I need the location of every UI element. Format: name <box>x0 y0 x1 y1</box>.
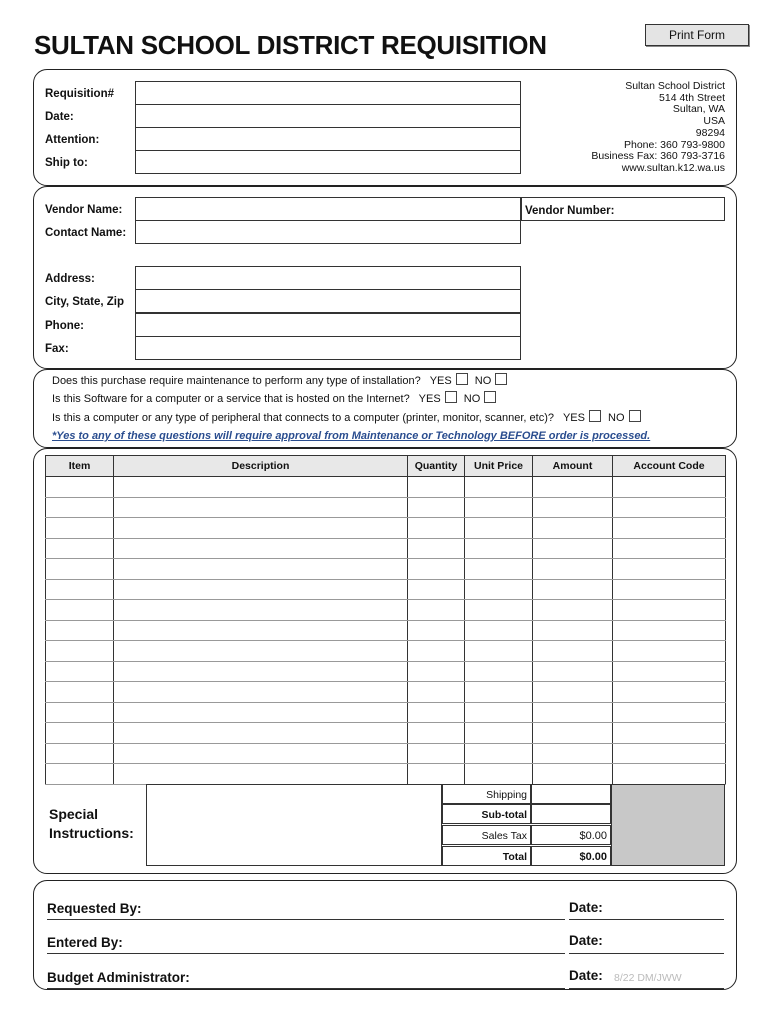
requisition-number-field[interactable] <box>135 81 521 105</box>
unit-price-cell[interactable] <box>465 579 533 600</box>
software-yes-checkbox[interactable] <box>445 391 457 403</box>
unit-price-cell[interactable] <box>465 497 533 518</box>
unit-price-cell[interactable] <box>465 682 533 703</box>
description-cell[interactable] <box>114 620 408 641</box>
maintenance-yes-checkbox[interactable] <box>456 373 468 385</box>
peripheral-yes-checkbox[interactable] <box>589 410 601 422</box>
unit-price-cell[interactable] <box>465 743 533 764</box>
account-code-cell[interactable] <box>613 620 726 641</box>
amount-cell[interactable] <box>533 743 613 764</box>
table-row <box>46 620 726 641</box>
quantity-cell[interactable] <box>408 661 465 682</box>
item-header: Item <box>46 456 114 477</box>
total-value: $0.00 <box>531 846 611 866</box>
quantity-cell[interactable] <box>408 641 465 662</box>
shipping-label: Shipping <box>442 784 531 804</box>
table-row <box>46 477 726 498</box>
unit-price-cell[interactable] <box>465 661 533 682</box>
unit-price-cell[interactable] <box>465 641 533 662</box>
ship-to-field[interactable] <box>135 150 521 174</box>
special-label-line2: Instructions: <box>49 825 134 841</box>
item-cell[interactable] <box>46 538 114 559</box>
shipping-field[interactable] <box>531 784 611 804</box>
description-cell[interactable] <box>114 497 408 518</box>
budget-date-line[interactable] <box>569 988 724 989</box>
table-row <box>46 641 726 662</box>
unit-price-cell[interactable] <box>465 702 533 723</box>
quantity-header: Quantity <box>408 456 465 477</box>
account-code-cell[interactable] <box>613 477 726 498</box>
account-code-cell[interactable] <box>613 702 726 723</box>
amount-cell[interactable] <box>533 497 613 518</box>
amount-cell[interactable] <box>533 600 613 621</box>
account-code-cell[interactable] <box>613 661 726 682</box>
unit-price-cell[interactable] <box>465 620 533 641</box>
city-state-zip-field[interactable] <box>135 289 521 313</box>
account-code-cell[interactable] <box>613 518 726 539</box>
question-maintenance <box>52 373 511 387</box>
attention-field[interactable] <box>135 127 521 151</box>
quantity-cell[interactable] <box>408 682 465 703</box>
account-code-cell[interactable] <box>613 579 726 600</box>
description-cell[interactable] <box>114 559 408 580</box>
print-form-button[interactable]: Print Form <box>645 24 749 46</box>
description-cell[interactable] <box>114 723 408 744</box>
city-state-zip-label: City, State, Zip <box>45 296 125 308</box>
item-cell[interactable] <box>46 600 114 621</box>
item-cell[interactable] <box>46 682 114 703</box>
district-fax: Business Fax: 360 793-3716 <box>591 150 725 163</box>
entered-date-line[interactable] <box>569 953 724 954</box>
unit-price-cell[interactable] <box>465 477 533 498</box>
quantity-cell[interactable] <box>408 579 465 600</box>
unit-price-cell[interactable] <box>465 600 533 621</box>
requested-by-line[interactable] <box>47 919 565 920</box>
entered-by-line[interactable] <box>47 953 565 954</box>
description-cell[interactable] <box>114 538 408 559</box>
item-cell[interactable] <box>46 661 114 682</box>
total-label: Total <box>442 846 531 866</box>
account-code-cell[interactable] <box>613 538 726 559</box>
quantity-cell[interactable] <box>408 743 465 764</box>
table-row <box>46 600 726 621</box>
amount-cell[interactable] <box>533 661 613 682</box>
description-cell[interactable] <box>114 661 408 682</box>
software-no-checkbox[interactable] <box>484 391 496 403</box>
quantity-cell[interactable] <box>408 723 465 744</box>
item-cell[interactable] <box>46 559 114 580</box>
quantity-cell[interactable] <box>408 559 465 580</box>
quantity-cell[interactable] <box>408 620 465 641</box>
vendor-number-label: Vendor Number: <box>525 205 615 217</box>
amount-cell[interactable] <box>533 538 613 559</box>
unit-price-cell[interactable] <box>465 764 533 785</box>
entered-date-label: Date: <box>569 933 603 948</box>
phone-label: Phone: <box>45 320 84 332</box>
item-cell[interactable] <box>46 702 114 723</box>
item-cell[interactable] <box>46 477 114 498</box>
table-row <box>46 518 726 539</box>
yes-label: YES <box>562 412 585 424</box>
item-cell[interactable] <box>46 743 114 764</box>
items-header-row <box>46 456 726 477</box>
quantity-cell[interactable] <box>408 538 465 559</box>
item-cell[interactable] <box>46 641 114 662</box>
amount-cell[interactable] <box>533 641 613 662</box>
question-maintenance-text: Does this purchase require maintenance to perform any type of installation? <box>52 375 421 387</box>
peripheral-no-checkbox[interactable] <box>629 410 641 422</box>
date-label: Date: <box>45 111 74 123</box>
special-instructions-label <box>49 805 134 843</box>
vendor-name-field[interactable] <box>135 197 521 221</box>
special-label-line1: Special <box>49 806 99 822</box>
amount-cell[interactable] <box>533 579 613 600</box>
no-label: NO <box>463 393 481 405</box>
table-row <box>46 702 726 723</box>
district-country: USA <box>703 115 725 128</box>
quantity-cell[interactable] <box>408 497 465 518</box>
phone-field[interactable] <box>135 313 521 337</box>
subtotal-label: Sub-total <box>442 804 531 824</box>
address-label: Address: <box>45 273 95 285</box>
address-field[interactable] <box>135 266 521 290</box>
quantity-cell[interactable] <box>408 702 465 723</box>
requested-date-label: Date: <box>569 900 603 915</box>
district-name: Sultan School District <box>625 80 725 92</box>
page-title: SULTAN SCHOOL DISTRICT REQUISITION <box>34 30 547 60</box>
district-street: 514 4th Street <box>659 91 725 104</box>
subtotal-field[interactable] <box>531 804 611 824</box>
account-code-cell[interactable] <box>613 682 726 703</box>
amount-cell[interactable] <box>533 518 613 539</box>
table-row <box>46 538 726 559</box>
entered-by-label: Entered By: <box>47 935 123 950</box>
amount-cell[interactable] <box>533 764 613 785</box>
maintenance-no-checkbox[interactable] <box>495 373 507 385</box>
budget-date-label: Date: <box>569 968 603 983</box>
item-cell[interactable] <box>46 764 114 785</box>
budget-admin-label: Budget Administrator: <box>47 970 190 985</box>
quantity-cell[interactable] <box>408 477 465 498</box>
revision-stamp: 8/22 DM/JWW <box>614 972 682 984</box>
vendor-name-label: Vendor Name: <box>45 204 123 216</box>
amount-cell[interactable] <box>533 477 613 498</box>
account-code-cell[interactable] <box>613 743 726 764</box>
unit-price-cell[interactable] <box>465 723 533 744</box>
fax-field[interactable] <box>135 336 521 360</box>
quantity-cell[interactable] <box>408 764 465 785</box>
account-code-cell[interactable] <box>613 559 726 580</box>
quantity-cell[interactable] <box>408 518 465 539</box>
description-cell[interactable] <box>114 477 408 498</box>
question-software <box>52 391 500 405</box>
requisition-label: Requisition# <box>45 88 115 100</box>
yes-label: YES <box>429 375 452 387</box>
item-cell[interactable] <box>46 497 114 518</box>
question-peripheral-text: Is this a computer or any type of peripheral that connects to a computer (printer, monitor, scanner, etc)? <box>52 412 554 424</box>
item-cell[interactable] <box>46 723 114 744</box>
yes-label: YES <box>418 393 441 405</box>
items-table <box>45 455 726 785</box>
approval-warning: *Yes to any of these questions will require approval from Maintenance or Technology BEFORE order is processed. <box>52 430 651 442</box>
district-address <box>591 81 725 175</box>
description-header: Description <box>114 456 408 477</box>
account-code-header: Account Code <box>613 456 726 477</box>
account-code-cell[interactable] <box>613 497 726 518</box>
contact-name-label: Contact Name: <box>45 227 127 239</box>
no-label: NO <box>474 375 492 387</box>
contact-name-field[interactable] <box>135 220 521 244</box>
table-row <box>46 723 726 744</box>
vendor-number-field[interactable] <box>521 197 725 221</box>
item-cell[interactable] <box>46 518 114 539</box>
district-phone: Phone: 360 793-9800 <box>623 138 725 151</box>
table-row <box>46 579 726 600</box>
attention-label: Attention: <box>45 134 100 146</box>
table-row <box>46 743 726 764</box>
item-cell[interactable] <box>46 620 114 641</box>
description-cell[interactable] <box>114 518 408 539</box>
unit-price-cell[interactable] <box>465 518 533 539</box>
special-instructions-field[interactable] <box>146 784 442 866</box>
amount-cell[interactable] <box>533 723 613 744</box>
date-field[interactable] <box>135 104 521 128</box>
table-row <box>46 497 726 518</box>
quantity-cell[interactable] <box>408 600 465 621</box>
unit-price-cell[interactable] <box>465 538 533 559</box>
amount-cell[interactable] <box>533 620 613 641</box>
description-cell[interactable] <box>114 764 408 785</box>
table-row <box>46 559 726 580</box>
description-cell[interactable] <box>114 579 408 600</box>
no-label: NO <box>608 412 625 424</box>
requested-date-line[interactable] <box>569 919 724 920</box>
description-cell[interactable] <box>114 600 408 621</box>
totals-shaded-area <box>611 784 725 866</box>
district-city: Sultan, WA <box>672 103 725 116</box>
unit-price-header: Unit Price <box>465 456 533 477</box>
sales-tax-value: $0.00 <box>531 825 611 845</box>
unit-price-cell[interactable] <box>465 559 533 580</box>
table-row <box>46 661 726 682</box>
table-row <box>46 764 726 785</box>
amount-header: Amount <box>533 456 613 477</box>
requested-by-label: Requested By: <box>47 901 142 916</box>
account-code-cell[interactable] <box>613 723 726 744</box>
description-cell[interactable] <box>114 702 408 723</box>
district-zip: 98294 <box>695 126 725 139</box>
item-cell[interactable] <box>46 579 114 600</box>
question-peripheral <box>52 410 645 424</box>
account-code-cell[interactable] <box>613 600 726 621</box>
account-code-cell[interactable] <box>613 641 726 662</box>
question-software-text: Is this Software for a computer or a service that is hosted on the Internet? <box>52 393 410 405</box>
amount-cell[interactable] <box>533 702 613 723</box>
amount-cell[interactable] <box>533 682 613 703</box>
budget-admin-line[interactable] <box>47 988 565 989</box>
district-website: www.sultan.k12.wa.us <box>621 161 725 174</box>
description-cell[interactable] <box>114 641 408 662</box>
table-row <box>46 682 726 703</box>
ship-to-label: Ship to: <box>45 157 88 169</box>
description-cell[interactable] <box>114 682 408 703</box>
fax-label: Fax: <box>45 343 69 355</box>
account-code-cell[interactable] <box>613 764 726 785</box>
amount-cell[interactable] <box>533 559 613 580</box>
sales-tax-label: Sales Tax <box>442 825 531 845</box>
description-cell[interactable] <box>114 743 408 764</box>
